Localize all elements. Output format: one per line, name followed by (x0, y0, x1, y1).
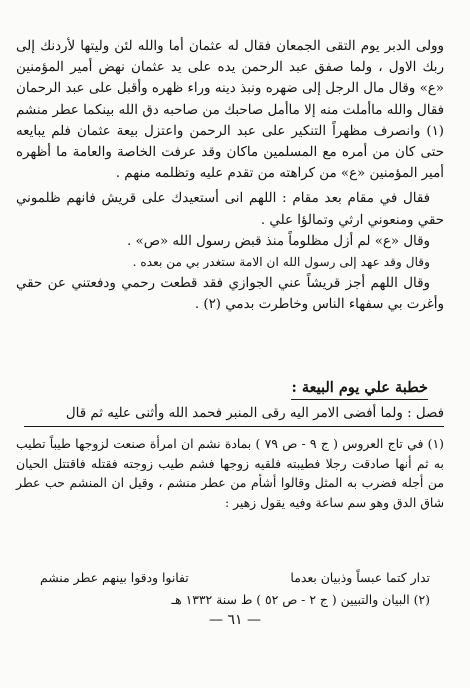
section-first-line: فصل : ولما أفضى الامر اليه رقى المنبر فحمد الله وأثنى عليه ثم قال (65, 406, 444, 421)
page-number: — ٦١ — (209, 612, 261, 628)
footnote-separator-rule (24, 426, 444, 427)
main-paragraph-2: فقال في مقام بعد مقام : اللهم انى أستعيدك على قريش فانهم ظلموني حقي ومنعوني ارثي وتمالؤا علي . (16, 191, 444, 228)
verse-second-hemistich: تفانوا ودقوا بينهم عطر منشم (40, 570, 189, 585)
poem-verse (40, 568, 430, 588)
section-heading: خطبة علي يوم البيعة : (291, 378, 428, 400)
footnotes-block (16, 434, 444, 512)
footnote-1: (١) في تاج العروس ( ج ٩ - ص ٧٩ ) بمادة نشم ان امرأة صنعت لزوجها طيباً تطيب به ثم أنها صادقت رجلا فطيبته فلقيه زوجها فشم طيب زوجته فقتله فاقتتل الحيان من أجله فضرب به المثل وقالوا أشأم من عطر منشم ، وقيل ان المنشم حب عطر شاق الدق وهو سم ساعة وفيه يقول زهير : (16, 436, 444, 510)
main-paragraph-1: وولى الدبر يوم التقى الجمعان فقال له عثمان أما والله لئن وليتها لأردنك إلى ربك الاول ، ولما صفق عبد الرحمن يده على يد عثمان نهض أمير المؤمنين «ع» وقال مال الرجل إلى ضهره ونبذ دينه وراء ظهره وأقبل على عبد الرحمان فقال والله ماأملت منه إلا ماأمل صاحبك من صاحبه دق الله بينكما عطر منشم (١) وانصرف مظهراً التنكير على عبد الرحمن واعتزل بيعة عثمان فلم يبايعه حتى كان من أمره مع المسلمين ماكان وقد عرفت الخاصة والعامة ما أظهره أمير المؤمنين «ع» من كراهته من تقدم عليه وتظلمه منهم . (16, 39, 444, 182)
main-paragraph-5: وقال اللهم أجز قريشاً عني الجوازي فقد قطعت رحمي ودفعتني عن حقي وأغرت بي سفهاء الناس وخاطرت بدمي (٢) . (16, 276, 444, 313)
main-paragraph-4: وقال وقد عهد إلى رسول الله ان الامة ستغدر بي من بعده . (132, 255, 430, 270)
main-paragraph-3: وقال «ع» لم أزل مظلوماً منذ قبض رسول الله «ص» . (127, 233, 430, 249)
verse-first-hemistich: تدار كتما عبساً وذبيان بعدما (290, 570, 430, 585)
footnote-2: (٢) البيان والتبيين ( ج ٢ - ص ٥٢ ) ط سنة ١٣٣٢ هـ (171, 592, 430, 607)
main-text-block (16, 36, 444, 316)
